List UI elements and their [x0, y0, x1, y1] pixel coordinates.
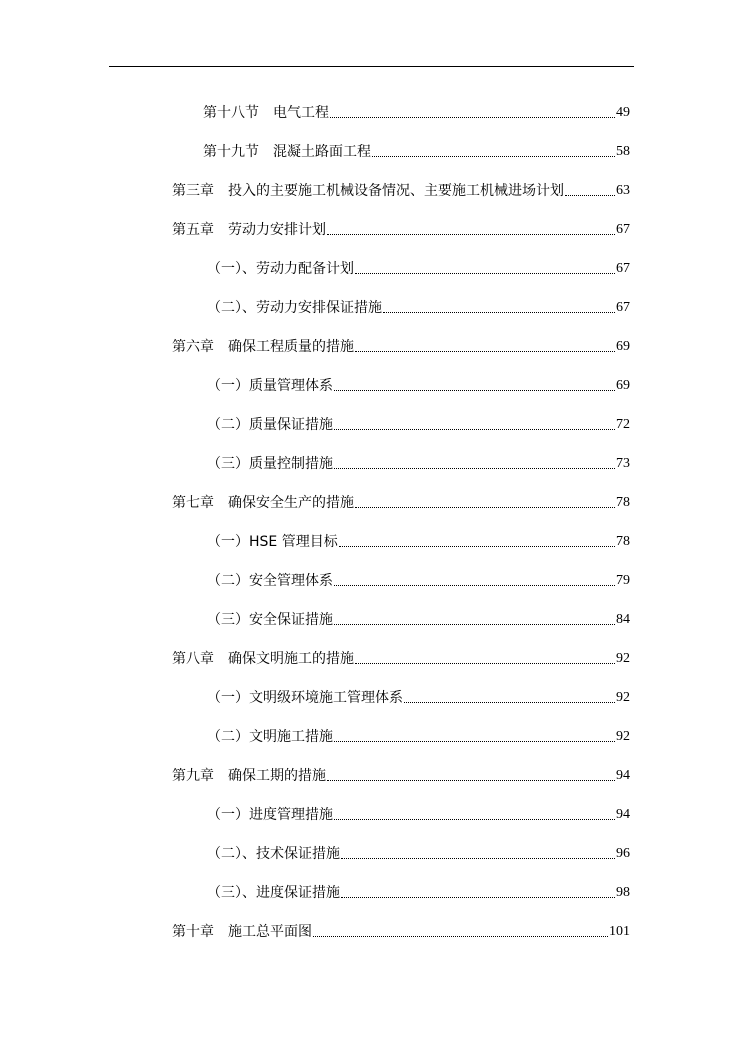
toc-entry[interactable]	[172, 334, 630, 356]
toc-entry-title	[172, 182, 564, 200]
toc-entry-title	[172, 767, 326, 785]
toc-entry[interactable]	[207, 295, 630, 317]
dot-leader	[372, 156, 615, 157]
toc-entry-text: （三）、进度保证措施	[207, 885, 340, 901]
toc-entry[interactable]	[172, 217, 630, 239]
toc-entry[interactable]	[172, 919, 630, 941]
toc-entry-title	[207, 845, 340, 863]
toc-entry-title	[172, 650, 354, 668]
toc-entry-title	[207, 728, 333, 746]
dot-leader	[355, 507, 615, 508]
toc-entry-text: 确保文明施工的措施	[228, 651, 354, 667]
toc-entry-text: （二）文明施工措施	[207, 729, 333, 745]
dot-leader	[327, 234, 615, 235]
toc-entry[interactable]	[207, 256, 630, 278]
toc-entry-title	[172, 221, 326, 239]
dot-leader	[341, 897, 615, 898]
toc-entry-title	[207, 533, 338, 551]
toc-entry-title	[207, 806, 333, 824]
toc-entry-text: 投入的主要施工机械设备情况、主要施工机械进场计划	[228, 183, 564, 199]
toc-entry[interactable]	[172, 178, 630, 200]
toc-entry-text: （三）安全保证措施	[207, 612, 333, 628]
dot-leader	[327, 780, 615, 781]
toc-entry-page: 67	[616, 222, 630, 237]
toc-entry-number: 第六章	[172, 339, 214, 355]
toc-entry[interactable]	[207, 802, 630, 824]
toc-entry[interactable]	[172, 646, 630, 668]
toc-entry-text: 劳动力安排计划	[228, 222, 326, 238]
toc-entry-title	[207, 689, 403, 707]
dot-leader	[404, 702, 615, 703]
toc-entry-text: （二）、技术保证措施	[207, 846, 340, 862]
toc-entry-number: 第五章	[172, 222, 214, 238]
dot-leader	[330, 117, 615, 118]
toc-entry-title	[172, 494, 354, 512]
toc-entry-text: （一）进度管理措施	[207, 807, 333, 823]
toc-entry-title	[207, 611, 333, 629]
toc-entry-page: 67	[616, 261, 630, 276]
toc-entry-text: 施工总平面图	[228, 924, 312, 940]
toc-entry[interactable]	[207, 529, 630, 551]
dot-leader	[355, 663, 615, 664]
toc-entry[interactable]	[207, 880, 630, 902]
toc-entry-number: 第三章	[172, 183, 214, 199]
toc-entry-title	[207, 299, 382, 317]
dot-leader	[334, 390, 615, 391]
toc-entry-page: 67	[616, 300, 630, 315]
toc-entry[interactable]	[207, 568, 630, 590]
toc-entry-title	[172, 923, 312, 941]
toc-entry[interactable]	[207, 841, 630, 863]
toc-entry[interactable]	[203, 139, 630, 161]
toc-entry[interactable]	[172, 763, 630, 785]
toc-entry-page: 94	[616, 768, 630, 783]
toc-entry-title	[207, 416, 333, 434]
toc-entry[interactable]	[207, 451, 630, 473]
toc-entry-text: 电气工程	[273, 105, 329, 121]
toc-entry[interactable]	[172, 490, 630, 512]
toc-entry-page: 63	[616, 183, 630, 198]
toc-entry-text: （二）安全管理体系	[207, 573, 333, 589]
dot-leader	[341, 858, 615, 859]
toc-entry-number: 第十九节	[203, 144, 259, 160]
dot-leader	[339, 546, 615, 547]
dot-leader	[355, 273, 615, 274]
dot-leader	[565, 195, 615, 196]
dot-leader	[334, 585, 615, 586]
toc-entry-title	[207, 455, 333, 473]
header-rule	[109, 66, 634, 67]
toc-entry-page: 72	[616, 417, 630, 432]
dot-leader	[334, 819, 615, 820]
toc-entry-text: （二）质量保证措施	[207, 417, 333, 433]
toc-entry-page: 78	[616, 495, 630, 510]
toc-entry-page: 49	[616, 105, 630, 120]
toc-entry[interactable]	[207, 373, 630, 395]
toc-entry-text: 确保安全生产的措施	[228, 495, 354, 511]
dot-leader	[313, 936, 608, 937]
dot-leader	[383, 312, 615, 313]
toc-entry-page: 94	[616, 807, 630, 822]
dot-leader	[334, 741, 615, 742]
toc-entry-page: 69	[616, 339, 630, 354]
toc-entry-title	[203, 104, 329, 122]
toc-entry-page: 73	[616, 456, 630, 471]
toc-entry-number: 第九章	[172, 768, 214, 784]
toc-entry-page: 79	[616, 573, 630, 588]
dot-leader	[334, 429, 615, 430]
toc-entry-text: （三）质量控制措施	[207, 456, 333, 472]
toc-entry-page: 96	[616, 846, 630, 861]
toc-entry-number: 第十八节	[203, 105, 259, 121]
toc-entry-title	[207, 260, 354, 278]
toc-entry-page: 69	[616, 378, 630, 393]
dot-leader	[355, 351, 615, 352]
toc-entry-text: （一）、劳动力配备计划	[207, 261, 354, 277]
toc-entry-text: 确保工期的措施	[228, 768, 326, 784]
toc-entry-page: 92	[616, 729, 630, 744]
toc-entry-number: 第十章	[172, 924, 214, 940]
toc-entry-text: 混凝土路面工程	[273, 144, 371, 160]
toc-entry-page: 98	[616, 885, 630, 900]
toc-entry-page: 58	[616, 144, 630, 159]
toc-entry-page: 92	[616, 651, 630, 666]
toc-entry-text: 确保工程质量的措施	[228, 339, 354, 355]
toc-entry-text: （二）、劳动力安排保证措施	[207, 300, 382, 316]
toc-entry-number: 第七章	[172, 495, 214, 511]
toc-entry-title	[207, 572, 333, 590]
toc-entry-text: （一）文明级环境施工管理体系	[207, 690, 403, 706]
toc-entry-title	[172, 338, 354, 356]
toc-entry-title	[203, 143, 371, 161]
toc-entry-page: 84	[616, 612, 630, 627]
toc-entry-text: （一）质量管理体系	[207, 378, 333, 394]
toc-entry-page: 92	[616, 690, 630, 705]
dot-leader	[334, 468, 615, 469]
toc-entry-title	[207, 377, 333, 395]
toc-entry-title	[207, 884, 340, 902]
toc-entry[interactable]	[207, 685, 630, 707]
toc-entry[interactable]	[207, 412, 630, 434]
toc-entry-page: 101	[609, 924, 630, 939]
toc-entry[interactable]	[203, 100, 630, 122]
toc-entry-page: 78	[616, 534, 630, 549]
dot-leader	[334, 624, 615, 625]
toc-entry[interactable]	[207, 607, 630, 629]
toc-entry[interactable]	[207, 724, 630, 746]
toc-entry-text: （一）HSE 管理目标	[207, 534, 338, 550]
toc-entry-number: 第八章	[172, 651, 214, 667]
